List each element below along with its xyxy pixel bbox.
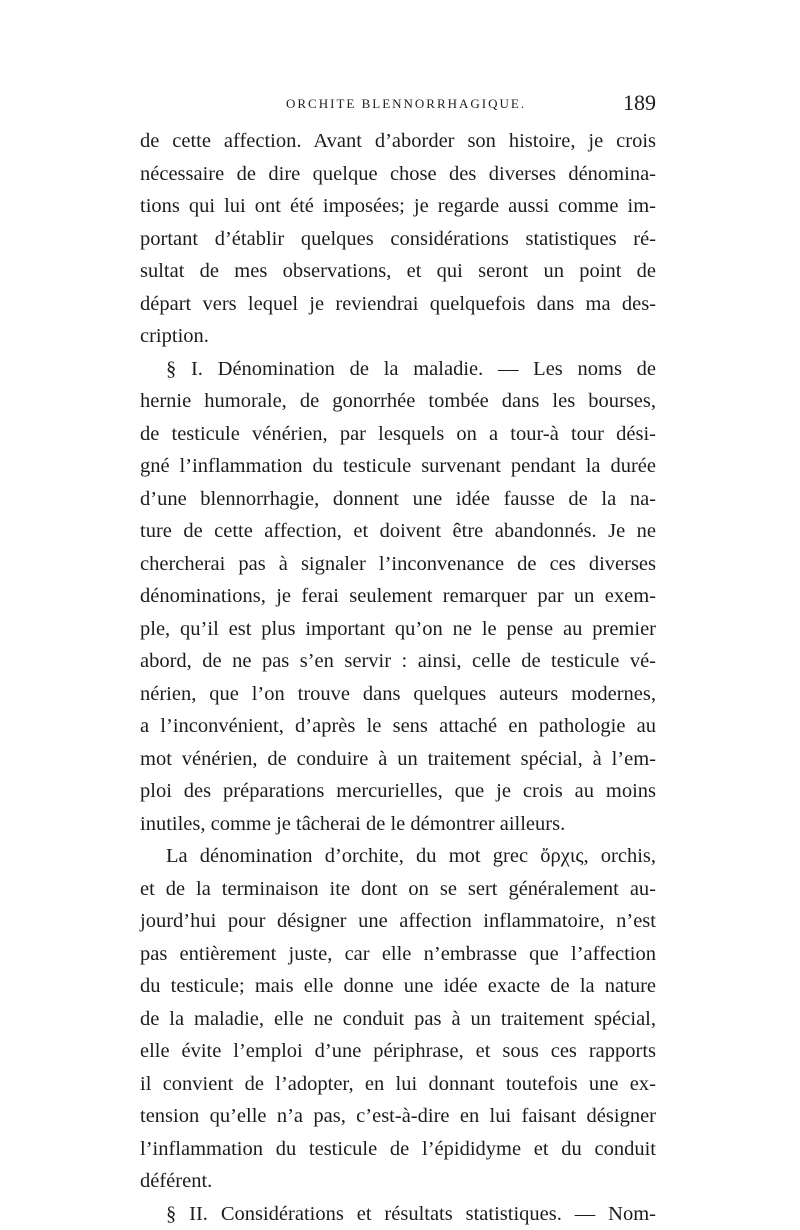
text-line: ple, qu’il est plus important qu’on ne le pense au premier (140, 613, 656, 646)
text-line: mot vénérien, de conduire à un traitement spécial, à l’em- (140, 743, 656, 776)
text-line: inutiles, comme je tâcherai de le démontrer ailleurs. (140, 808, 656, 841)
text-line: hernie humorale, de gonorrhée tombée dans les bourses, (140, 385, 656, 418)
text-line: déférent. (140, 1165, 656, 1198)
text-line: dénominations, je ferai seulement remarquer par un exem- (140, 580, 656, 613)
text-line: tension qu’elle n’a pas, c’est-à-dire en lui faisant désigner (140, 1100, 656, 1133)
text-line: chercherai pas à signaler l’inconvenance de ces diverses (140, 548, 656, 581)
text-line: d’une blennorrhagie, donnent une idée fausse de la na- (140, 483, 656, 516)
text-line: départ vers lequel je reviendrai quelquefois dans ma des- (140, 288, 656, 321)
running-head (140, 92, 656, 116)
text-line: de la maladie, elle ne conduit pas à un traitement spécial, (140, 1003, 656, 1036)
text-line: l’inflammation du testicule de l’épididyme et du conduit (140, 1133, 656, 1166)
text-line: tions qui lui ont été imposées; je regarde aussi comme im- (140, 190, 656, 223)
running-title: ORCHITE BLENNORRHAGIQUE. (286, 96, 526, 112)
text-line: elle évite l’emploi d’une périphrase, et sous ces rapports (140, 1035, 656, 1068)
text-line: jourd’hui pour désigner une affection inflammatoire, n’est (140, 905, 656, 938)
text-line: il convient de l’adopter, en lui donnant toutefois une ex- (140, 1068, 656, 1101)
text-line: de testicule vénérien, par lesquels on a tour-à tour dési- (140, 418, 656, 451)
section-heading-2: § II. Considérations et résultats statistiques. — Nom- (140, 1198, 656, 1230)
text-line: ploi des préparations mercurielles, que je crois au moins (140, 775, 656, 808)
text-line: portant d’établir quelques considérations statistiques ré- (140, 223, 656, 256)
section-heading-1: § I. Dénomination de la maladie. — Les noms de (140, 353, 656, 386)
text-line: sultat de mes observations, et qui seront un point de (140, 255, 656, 288)
text-line: et de la terminaison ite dont on se sert généralement au- (140, 873, 656, 906)
paragraph-start: La dénomination d’orchite, du mot grec ὄρχις, orchis, (140, 840, 656, 873)
text-line: du testicule; mais elle donne une idée exacte de la nature (140, 970, 656, 1003)
text-line: nécessaire de dire quelque chose des diverses dénomina- (140, 158, 656, 191)
text-line: ture de cette affection, et doivent être abandonnés. Je ne (140, 515, 656, 548)
text-line: cription. (140, 320, 656, 353)
text-line: pas entièrement juste, car elle n’embrasse que l’affection (140, 938, 656, 971)
page-number: 189 (623, 90, 656, 116)
text-line: gné l’inflammation du testicule survenant pendant la durée (140, 450, 656, 483)
text-line: nérien, que l’on trouve dans quelques auteurs modernes, (140, 678, 656, 711)
body-text (140, 125, 656, 1230)
text-line: abord, de ne pas s’en servir : ainsi, celle de testicule vé- (140, 645, 656, 678)
text-line: de cette affection. Avant d’aborder son histoire, je crois (140, 125, 656, 158)
text-line: a l’inconvénient, d’après le sens attaché en pathologie au (140, 710, 656, 743)
